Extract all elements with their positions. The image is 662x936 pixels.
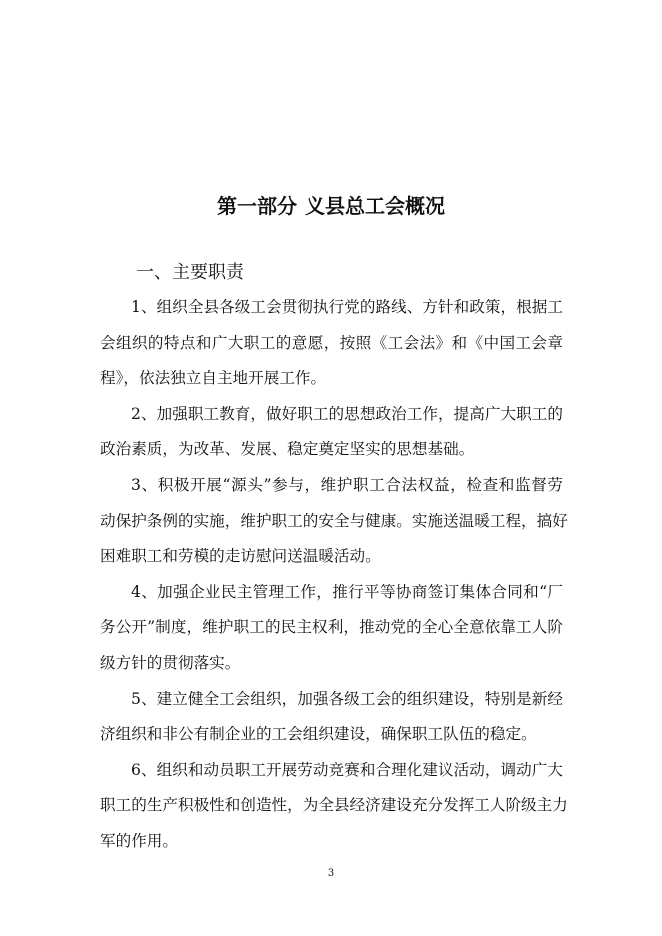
- paragraph-line: 3、积极开展“源头”参与，维护职工合法权益，检查和监督劳: [131, 475, 563, 494]
- paragraph: [100, 290, 563, 397]
- paragraph-line: 1、组织全县各级工会贯彻执行党的路线、方针和政策，根据工: [131, 298, 563, 316]
- paragraph: [100, 397, 563, 468]
- paragraph-line: 4、加强企业民主管理工作，推行平等协商签订集体合同和“厂: [131, 582, 563, 601]
- paragraph-line: 程》，依法独立自主地开展工作。: [100, 369, 327, 388]
- page-number: 3: [327, 868, 335, 879]
- paragraph-line: 军的作用。: [100, 831, 178, 850]
- paragraph-line: 务公开”制度，维护职工的民主权利，推动党的全心全意依靠工人阶: [100, 618, 563, 637]
- paragraph-line: 6、组织和动员职工开展劳动竞赛和合理化建议活动，调动广大: [131, 760, 563, 779]
- paragraph-line: 动保护条例的实施，维护职工的安全与健康。实施送温暖工程，搞好: [100, 511, 568, 530]
- paragraph-line: 2、加强职工教育，做好职工的思想政治工作，提高广大职工的: [131, 404, 563, 423]
- document-body: [100, 290, 568, 860]
- paragraph: [100, 753, 568, 860]
- paragraph-line: 济组织和非公有制企业的工会组织建设，确保职工队伍的稳定。: [100, 725, 537, 744]
- paragraph: [100, 468, 568, 575]
- paragraph: [100, 575, 563, 682]
- page-title: [0, 190, 662, 219]
- paragraph-line: 会组织的特点和广大职工的意愿，按照《工会法》和《中国工会章: [100, 333, 563, 352]
- paragraph-line: 级方针的贯彻落实。: [100, 653, 241, 672]
- title-name: 义县总工会概况: [305, 194, 445, 218]
- paragraph-line: 困难职工和劳模的走访慰问送温暖活动。: [100, 547, 381, 566]
- paragraph: [100, 682, 563, 753]
- paragraph-line: 5、建立健全工会组织，加强各级工会的组织建设，特别是新经: [131, 689, 563, 708]
- paragraph-line: 政治素质，为改革、发展、稳定奠定坚实的思想基础。: [100, 440, 475, 459]
- paragraph-line: 职工的生产积极性和创造性，为全县经济建设充分发挥工人阶级主力: [100, 796, 568, 815]
- title-part: 第一部分: [217, 194, 297, 218]
- section-heading: 一、主要职责: [136, 262, 244, 283]
